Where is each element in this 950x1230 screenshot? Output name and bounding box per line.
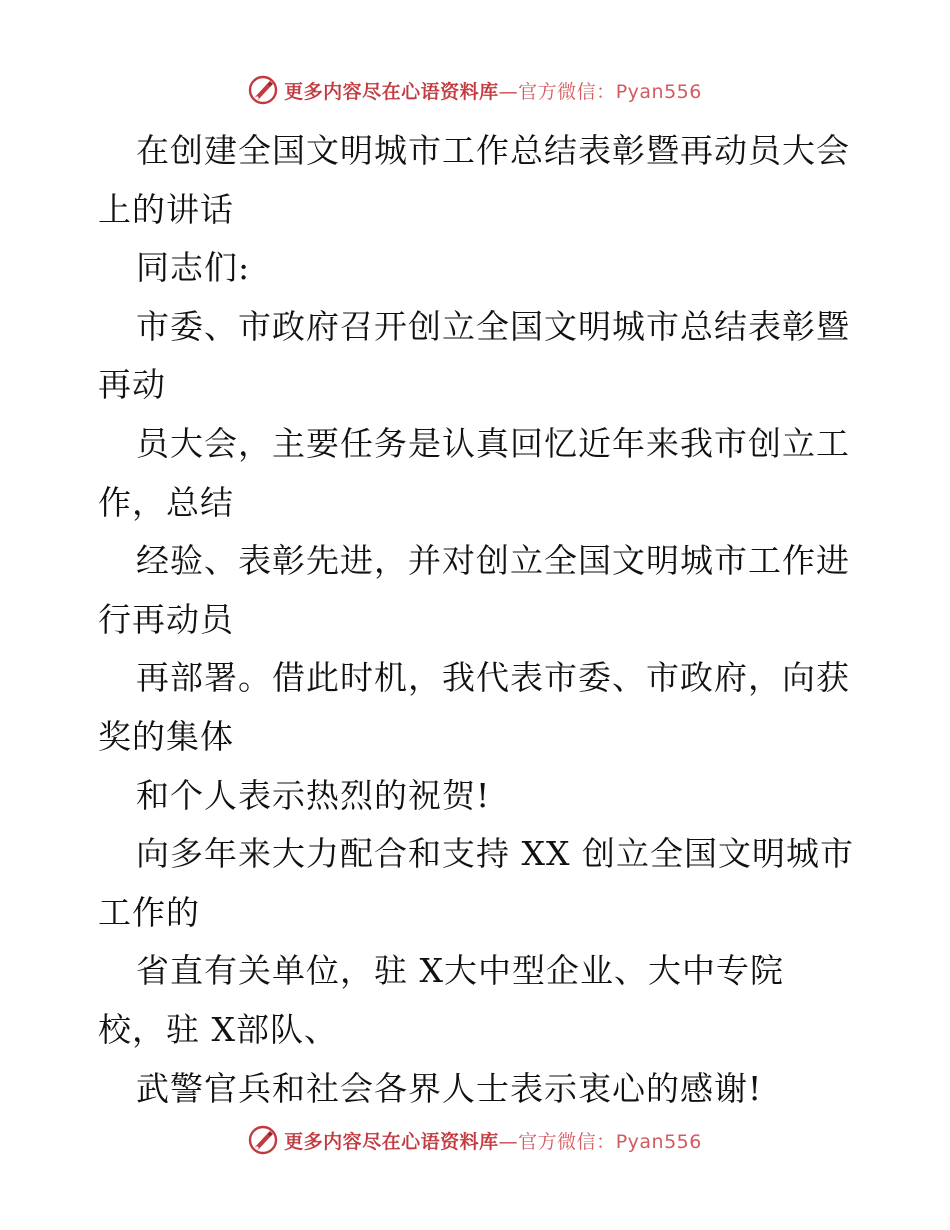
text-line: 市委、市政府召开创立全国文明城市总结表彰暨 — [136, 306, 850, 346]
text-line: 同志们: — [136, 248, 251, 288]
text-line: 校，驻 X部队、 — [98, 1009, 338, 1049]
text-line: 省直有关单位，驻 X大中型企业、大中专院 — [136, 951, 784, 991]
banner-text — [284, 1127, 702, 1154]
header-watermark-banner — [0, 70, 950, 110]
pen-logo-icon — [248, 1125, 278, 1155]
text-line: 行再动员 — [98, 599, 234, 639]
banner-dash: — — [498, 1130, 519, 1153]
banner-inner — [248, 75, 702, 105]
text-line: 向多年来大力配合和支持 XX 创立全国文明城市 — [136, 834, 854, 874]
text-line: 经验、表彰先进，并对创立全国文明城市工作进 — [136, 541, 850, 581]
banner-wechat-id: Pyan556 — [615, 80, 702, 103]
banner-wechat-label: 官方微信： — [518, 1130, 616, 1153]
text-line: 武警官兵和社会各界人士表示衷心的感谢! — [136, 1068, 763, 1108]
text-line: 再部署。借此时机，我代表市委、市政府，向获 — [136, 658, 850, 698]
banner-wechat-label: 官方微信： — [518, 80, 616, 103]
banner-brand: 更多内容尽在心语资料库 — [284, 1130, 499, 1153]
text-line: 工作的 — [98, 892, 200, 932]
banner-dash: — — [498, 80, 519, 103]
document-body — [98, 122, 858, 1118]
text-line: 奖的集体 — [98, 716, 234, 756]
banner-brand: 更多内容尽在心语资料库 — [284, 80, 499, 103]
banner-wechat-id: Pyan556 — [615, 1130, 702, 1153]
text-line: 作，总结 — [98, 482, 234, 522]
text-line: 再动 — [98, 365, 166, 405]
text-line: 上的讲话 — [98, 189, 234, 229]
banner-inner — [248, 1125, 702, 1155]
footer-watermark-banner — [0, 1120, 950, 1160]
pen-logo-icon — [248, 75, 278, 105]
text-line: 和个人表示热烈的祝贺! — [136, 775, 491, 815]
text-line: 员大会，主要任务是认真回忆近年来我市创立工 — [136, 423, 850, 463]
banner-text — [284, 77, 702, 104]
text-line: 在创建全国文明城市工作总结表彰暨再动员大会 — [136, 131, 850, 170]
